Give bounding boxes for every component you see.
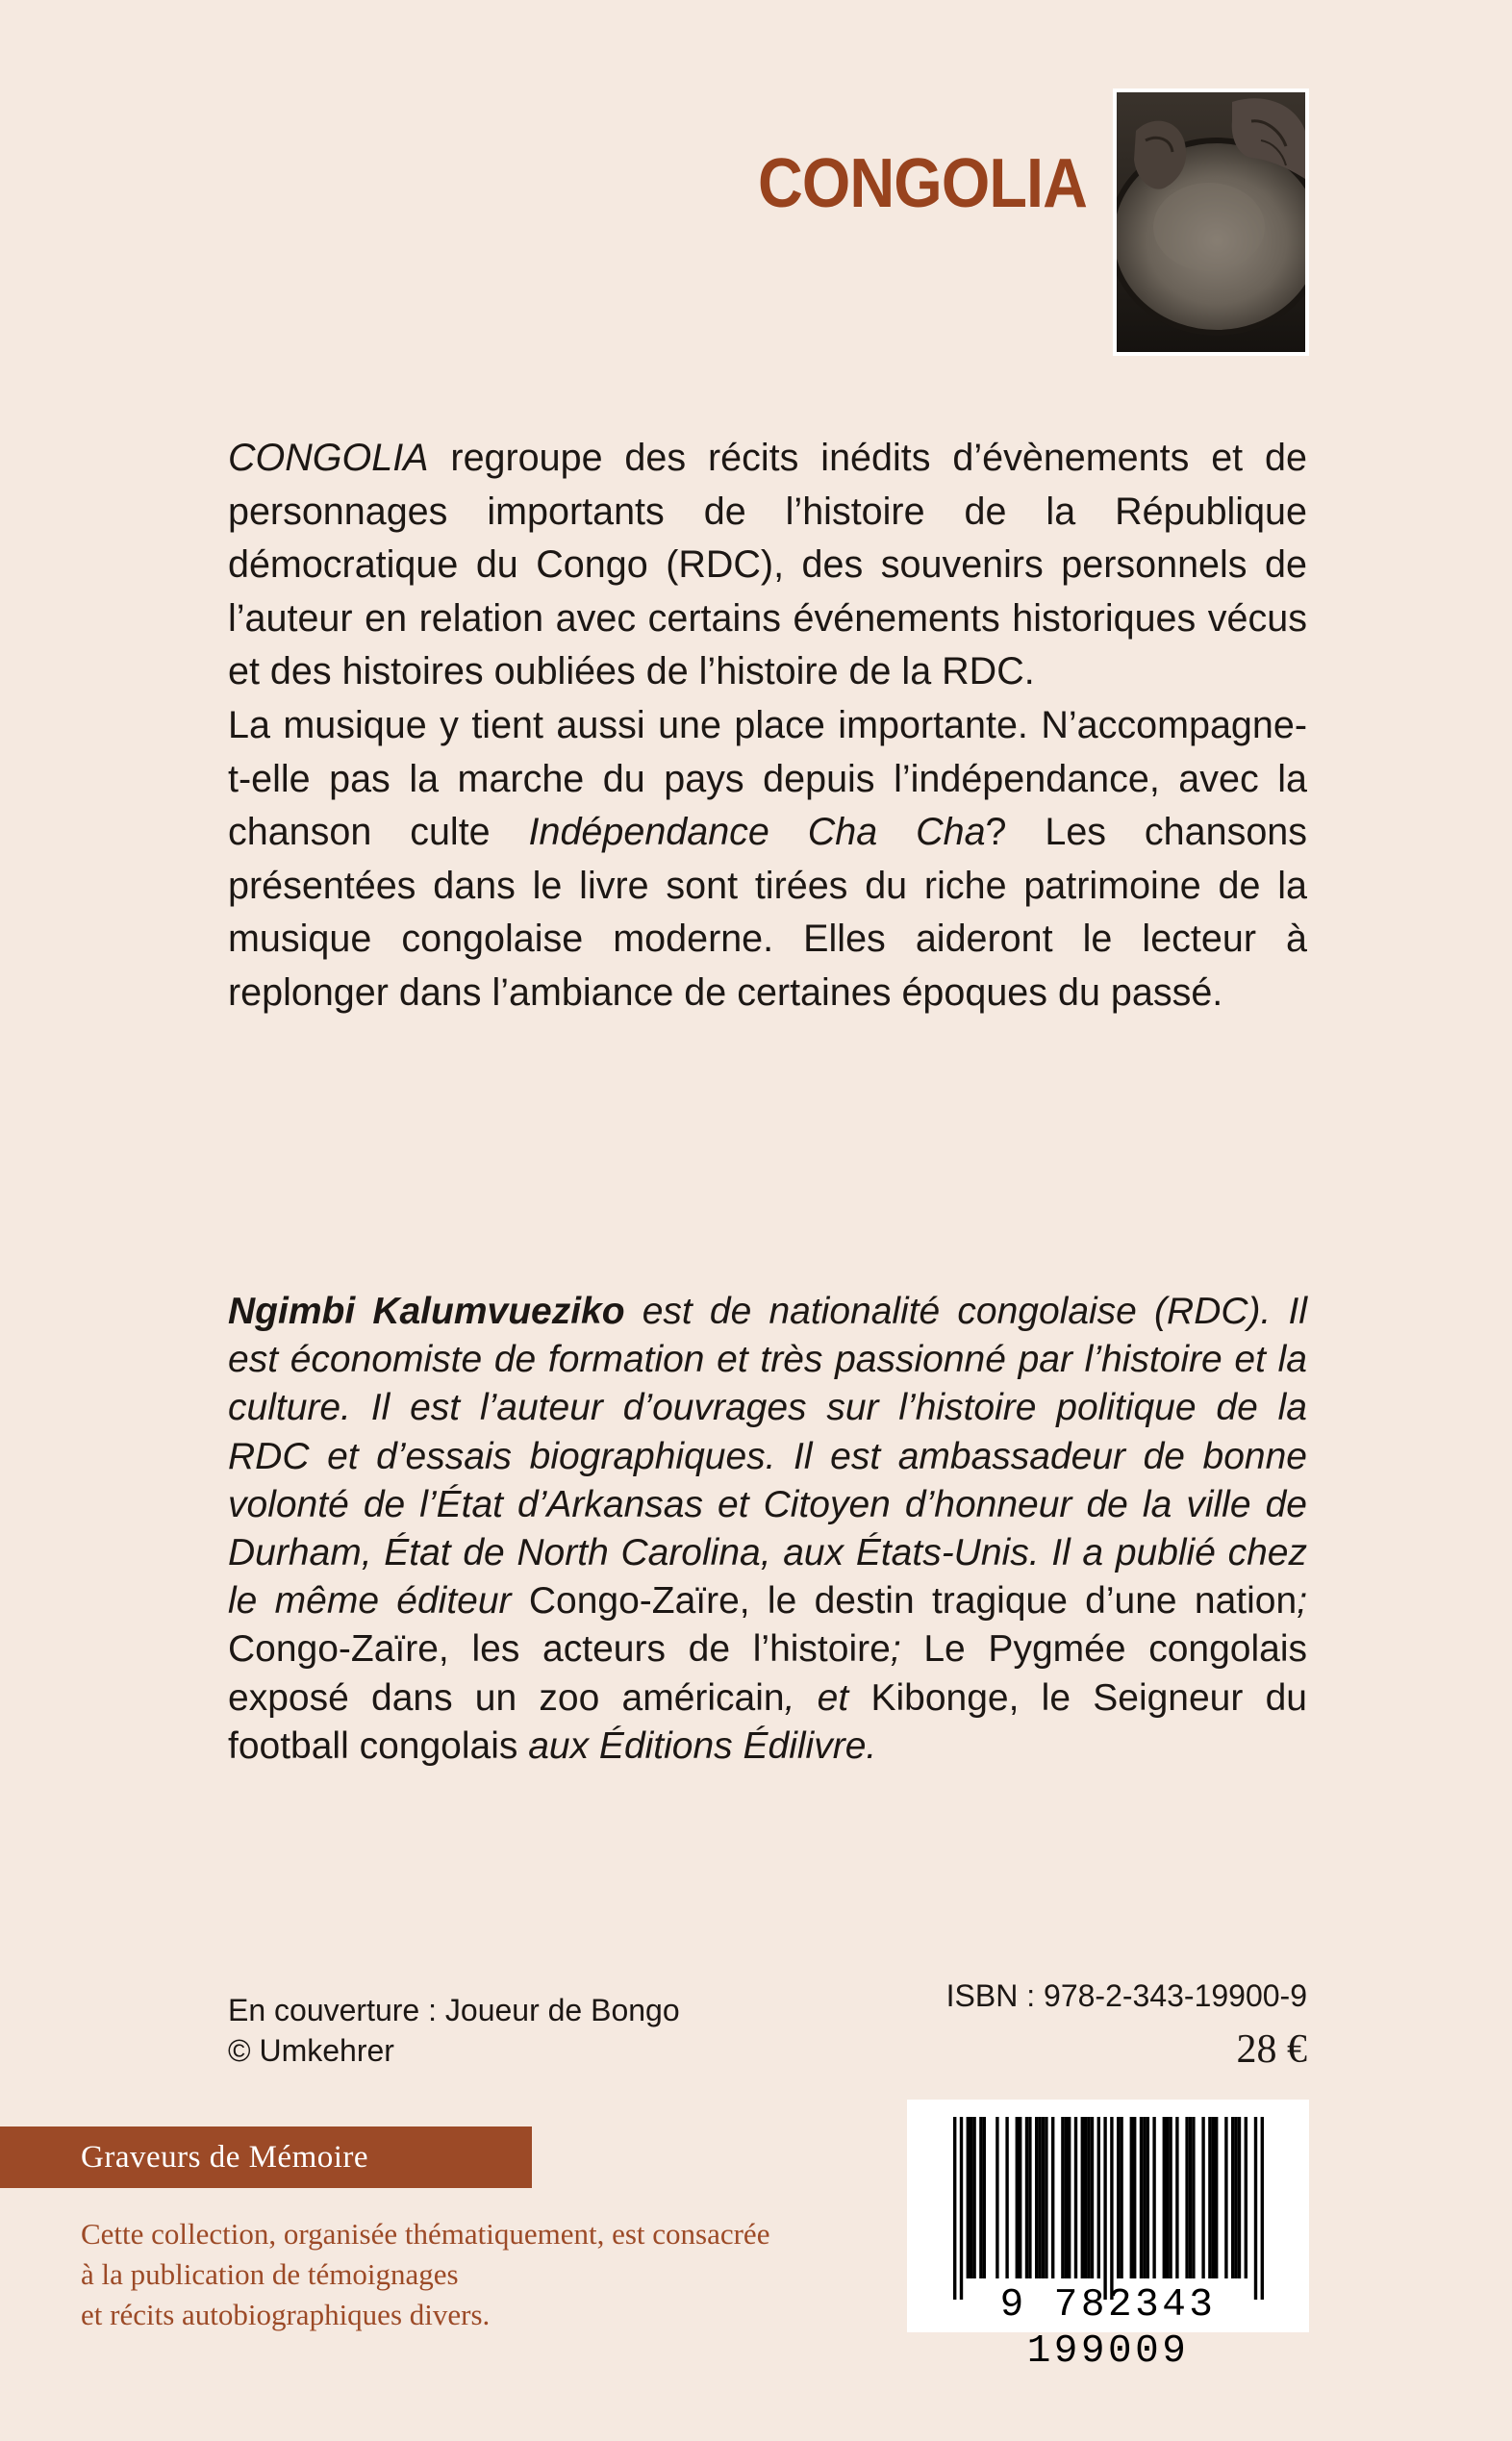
barcode-bar: [967, 2117, 970, 2278]
barcode-bar: [1068, 2117, 1071, 2278]
barcode-bar: [1201, 2117, 1204, 2278]
barcode-bar: [1025, 2117, 1028, 2278]
bio-separator: ;: [890, 1628, 924, 1671]
barcode-bar: [1074, 2117, 1077, 2278]
collection-description: [81, 2214, 769, 2335]
barcode-bar: [979, 2117, 982, 2278]
bio-separator: ;: [1297, 1580, 1308, 1623]
barcode-bar: [1081, 2117, 1084, 2278]
barcode-bar: [983, 2117, 986, 2278]
barcode-bar: [1038, 2117, 1041, 2278]
collection-desc-line-1: Cette collection, organisée thématiquement, est consacrée: [81, 2217, 770, 2251]
barcode-bar: [953, 2117, 956, 2300]
barcode-bar: [1163, 2117, 1166, 2278]
drum-photo-image: [1117, 92, 1305, 352]
barcode-bar: [1189, 2117, 1192, 2278]
author-bio: [228, 1288, 1307, 1771]
barcode-bar: [1261, 2117, 1264, 2300]
barcode-bar: [1224, 2117, 1227, 2278]
barcode-bar: [1169, 2117, 1172, 2278]
bio-text: est de nationalité congolaise (RDC). Il est économiste de formation et très passionné par l’histoire et la culture. Il est l’auteur d’ouvrages sur l’histoire politique de la RDC et d’essais biographiques. Il est ambassadeur de bonne volonté de l’État d’Arkansas et Citoyen d’honneur de la ville de Durham, État de North Carolina, aux États-Unis. Il a publié chez le même éditeur: [228, 1291, 1307, 1623]
barcode-bar: [995, 2117, 998, 2278]
barcode-bar: [1166, 2117, 1169, 2278]
bio-separator: , et: [784, 1676, 871, 1719]
author-name: Ngimbi Kalumvueziko: [228, 1291, 625, 1332]
barcode-bar: [1065, 2117, 1068, 2278]
barcode-bar: [1045, 2117, 1047, 2278]
barcode-bar: [1061, 2117, 1064, 2278]
barcode-bar: [1087, 2117, 1090, 2278]
description-text: regroupe des récits inédits d’évènements et de personnages importants de l’histoire de la République démocratique du Congo (RDC), des souvenirs personnels de l’auteur en relation avec certains événements historiques vécus et des histoires oubliées de l’histoire de la RDC.: [228, 437, 1307, 692]
description-paragraph-1: [228, 432, 1307, 699]
barcode-bar: [1028, 2117, 1031, 2278]
barcode-bar: [1042, 2117, 1045, 2278]
barcode-bar: [1117, 2117, 1120, 2278]
cover-credit-line-2: © Umkehrer: [228, 2033, 394, 2068]
bio-text: aux Éditions Édilivre.: [517, 1724, 877, 1767]
barcode-bar: [1051, 2117, 1054, 2278]
barcode-bar: [1133, 2117, 1136, 2278]
book-title: CONGOLIA: [758, 145, 1087, 222]
barcode-bar: [1005, 2117, 1008, 2278]
barcode-bar: [1245, 2117, 1247, 2278]
barcode-bar: [972, 2117, 975, 2278]
isbn: ISBN : 978-2-343-19900-9: [945, 1978, 1307, 2013]
barcode-bar: [1091, 2117, 1094, 2278]
barcode-bar: [1254, 2117, 1257, 2300]
price: 28 €: [1236, 2027, 1307, 2072]
barcode-bar: [1147, 2117, 1149, 2278]
barcode-bar: [1143, 2117, 1146, 2278]
barcode-bar: [1035, 2117, 1038, 2278]
barcode-bar: [1120, 2117, 1122, 2278]
barcode-bar: [1231, 2117, 1234, 2278]
barcode-bar: [1192, 2117, 1195, 2278]
book-title-1: Congo-Zaïre, le destin tragique d’une nation: [528, 1580, 1298, 1623]
barcode-bar: [960, 2117, 963, 2300]
barcode-bar: [1175, 2117, 1178, 2278]
barcode-bar: [1238, 2117, 1241, 2278]
book-title-3: Le Pygmée congolais exposé dans un zoo américain: [228, 1628, 1307, 1719]
cover-credit: [228, 1990, 680, 2071]
barcode-bar: [1212, 2117, 1215, 2278]
book-title-4: Kibonge, le Seigneur du football congolais: [228, 1676, 1307, 1767]
barcode-bar: [1103, 2117, 1106, 2300]
barcode-bar: [1152, 2117, 1155, 2278]
book-title-2: Congo-Zaïre, les acteurs de l’histoire: [228, 1628, 891, 1671]
barcode-bar: [1208, 2117, 1211, 2278]
barcode-bar: [1130, 2117, 1133, 2278]
song-title: Indépendance Cha Cha: [528, 811, 986, 853]
barcode-digits: 9 782343 199009: [999, 2283, 1217, 2374]
barcode-bar: [1097, 2117, 1100, 2278]
barcode-bar: [1234, 2117, 1237, 2278]
barcode-bar: [1084, 2117, 1087, 2278]
cover-credit-line-1: En couverture : Joueur de Bongo: [228, 1993, 680, 2027]
description-text: La musique y tient aussi une place importante. N’accompagne-t-elle pas la marche du pays depuis l’indépendance, avec la chanson culte: [228, 704, 1307, 853]
collection-desc-line-3: et récits autobiographiques divers.: [81, 2298, 491, 2331]
description-paragraph-2: [228, 699, 1307, 1019]
description-text: ? Les chansons présentées dans le livre sont tirées du riche patrimoine de la musique congolaise moderne. Elles aideront le lecteur à replonger dans l’ambiance de certaines époques du passé.: [228, 811, 1308, 1014]
barcode-bar: [1215, 2117, 1218, 2278]
cover-photo: [1113, 88, 1309, 356]
barcode-bar: [1110, 2117, 1113, 2300]
barcode-bar: [1016, 2117, 1019, 2278]
collection-desc-line-2: à la publication de témoignages: [81, 2257, 459, 2291]
barcode-bar: [1140, 2117, 1143, 2278]
barcode-bar: [1019, 2117, 1021, 2278]
description-title-italic: CONGOLIA: [228, 437, 429, 479]
barcode-bar: [1185, 2117, 1188, 2278]
barcode-bar: [970, 2117, 972, 2278]
collection-name: Graveurs de Mémoire: [81, 2140, 369, 2175]
